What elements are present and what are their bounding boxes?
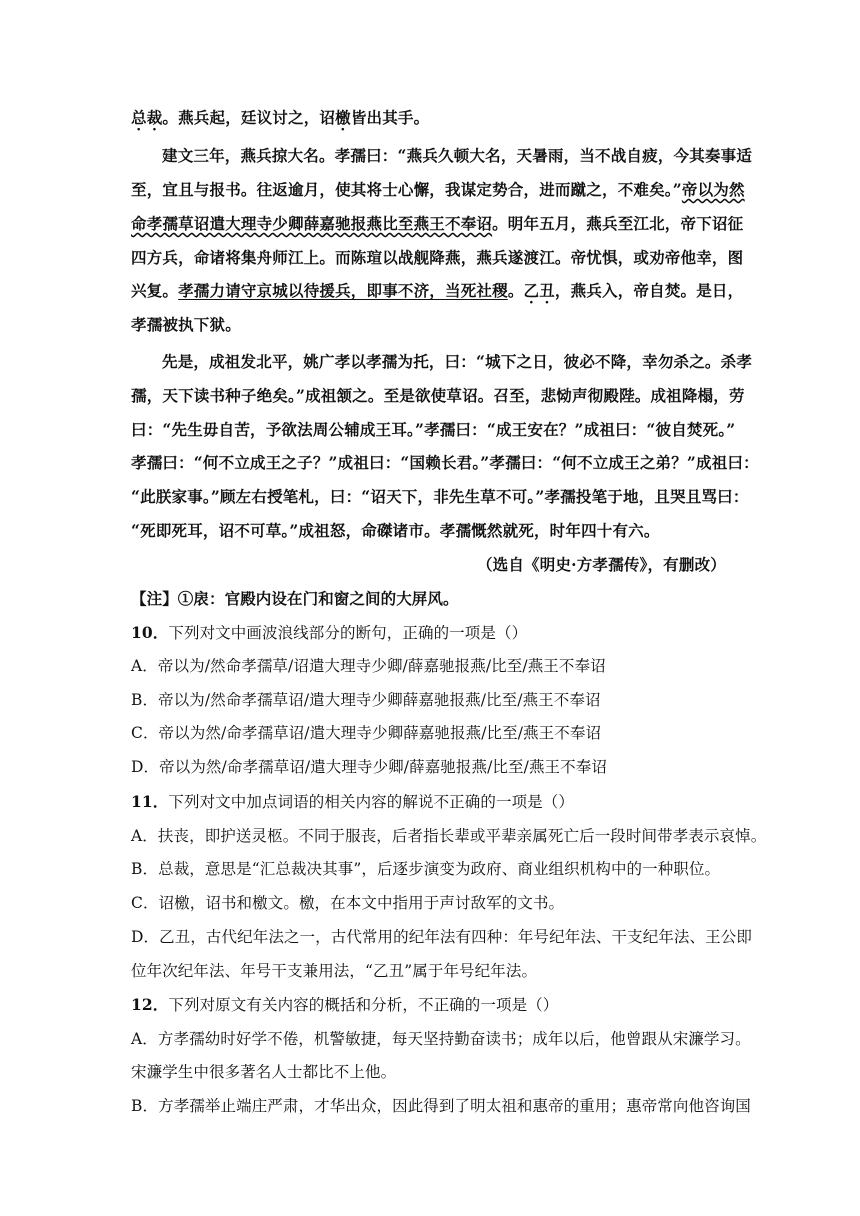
passage-line-10: 曰：“先生毋自苦，予欲法周公辅成王耳。”孝孺曰：“成王安在？”成祖曰：“彼自焚死。” xyxy=(131,420,736,439)
wavy-underlined-text: 命孝孺草诏遣大理寺少卿薛嘉驰报燕比至燕王不奉诏 xyxy=(131,214,493,233)
q12-option-a-line2: 宋濂学生中很多著名人士都比不上他。 xyxy=(131,1063,397,1081)
q11-option-a: A．扶丧，即护送灵柩。不同于服丧，后者指长辈或平辈亲属死亡后一段时间带孝表示哀悼。 xyxy=(131,827,767,845)
question-text: 下列对原文有关内容的概括和分析，不正确的一项是（） xyxy=(168,996,559,1014)
passage-line-1 xyxy=(131,108,731,128)
question-text: 下列对文中加点词语的相关内容的解说不正确的一项是（） xyxy=(168,793,574,811)
q12-option-a-line1: A．方孝孺幼时好学不倦，机警敏捷，每天坚持勤奋读书；成年以后，他曾跟从宋濂学习。 xyxy=(131,1030,751,1048)
passage-line-9: 孺，天下读书种子绝矣。”成祖颔之。至是欲使草诏。召至，悲恸声彻殿陛。成祖降榻，劳 xyxy=(131,386,745,405)
passage-line-13: “死即死耳，诏不可草。”成祖怒，命磔诸市。孝孺慨然就死，时年四十有六。 xyxy=(131,521,660,540)
wavy-underlined-text: 帝以为然 xyxy=(681,180,745,199)
footnote: 【注】①扆：官殿内设在门和窗之间的大屏风。 xyxy=(131,589,459,608)
passage-line-12: “此朕家事。”顾左右授笔札，曰：“诏天下，非先生草不可。”孝孺投笔于地，且哭且骂曰： xyxy=(131,487,749,506)
passage-line-6 xyxy=(131,281,744,301)
question-number: 12． xyxy=(131,995,169,1014)
q10-option-b: B．帝以为/然命孝孺草诏/遣大理寺少卿薛嘉驰报燕/比至/燕王不奉诏 xyxy=(131,691,601,709)
question-12-stem xyxy=(131,995,731,1015)
q10-option-a: A．帝以为/然命孝孺草/诏遣大理寺少卿/薛嘉驰报燕/比至/燕王不奉诏 xyxy=(131,657,606,675)
q10-option-c: C．帝以为然/命孝孺草诏/遣大理寺少卿薛嘉驰报燕/比至/燕王不奉诏 xyxy=(131,724,602,742)
passage-line-4 xyxy=(131,214,744,234)
passage-line-2: 建文三年，燕兵掠大名。孝孺曰：“燕兵久顿大名，天暑雨，当不战自疲，今其奏事适 xyxy=(162,146,753,165)
question-number: 10． xyxy=(131,623,169,642)
underlined-text: 孝孺力请守京城以待援兵，即事不济，当死社稷 xyxy=(178,281,508,300)
passage-text: 。明年五月，燕兵至江北，帝下诏征 xyxy=(492,214,744,233)
q11-option-c: C．诏檄，诏书和檄文。檄，在本文中指用于声讨敌军的文书。 xyxy=(131,894,565,912)
passage-line-8: 先是，成祖发北平，姚广孝以孝孺为托，曰：“城下之日，彼必不降，幸勿杀之。杀孝 xyxy=(162,352,753,371)
passage-line-7: 孝孺被执下狱。 xyxy=(131,315,241,334)
dotted-char: 丑 xyxy=(539,281,555,300)
passage-text: ，燕兵入，帝自焚。是日， xyxy=(554,281,744,300)
passage-line-5: 四方兵，命诸将集舟师江上。而陈瑄以战舰降燕，燕兵遂渡江。帝忧惧，或劝帝他幸，图 xyxy=(131,248,744,267)
q11-option-d-line1: D．乙丑，古代纪年法之一，古代常用的纪年法有四种：年号纪年法、干支纪年法、王公即 xyxy=(131,928,752,946)
question-number: 11． xyxy=(131,792,169,811)
q11-option-d-line2: 位年次纪年法、年号干支兼用法，“乙丑”属于年号纪年法。 xyxy=(131,962,538,980)
passage-line-3 xyxy=(131,180,745,200)
passage-text: 至，宜且与报书。往返逾月，使其将士心懈，我谋定势合，进而蹴之，不难矣。” xyxy=(131,180,682,199)
q10-option-d: D．帝以为然/命孝孺草诏/遣大理寺少卿/薛嘉驰报燕/比至/燕王不奉诏 xyxy=(131,758,607,776)
passage-text: 。 xyxy=(507,281,524,300)
passage-line-11: 孝孺曰：“何不立成王之子？”成祖曰：“国赖长君。”孝孺曰：“何不立成王之弟？”成祖曰： xyxy=(131,453,759,472)
question-10-stem xyxy=(131,623,731,643)
passage-text: 。燕兵起，廷议讨之，诏 xyxy=(162,108,336,127)
q11-option-b: B．总裁，意思是“汇总裁决其事”，后逐步演变为政府、商业组织机构中的一种职位。 xyxy=(131,860,721,878)
question-11-stem xyxy=(131,792,731,812)
source-citation: （选自《明史·方孝孺传》，有删改） xyxy=(476,555,726,574)
passage-text: 兴复。 xyxy=(131,281,179,300)
dotted-char: 裁 xyxy=(146,108,163,127)
dotted-char: 檄 xyxy=(335,108,351,127)
question-text: 下列对文中画波浪线部分的断句，正确的一项是（） xyxy=(168,624,528,642)
q12-option-b-line1: B．方孝孺举止端庄严肃，才华出众，因此得到了明太祖和惠帝的重用；惠帝常向他咨询国 xyxy=(131,1097,751,1115)
dotted-char: 总 xyxy=(131,108,147,127)
passage-text: 皆出其手。 xyxy=(350,108,430,127)
dotted-char: 乙 xyxy=(523,281,540,300)
